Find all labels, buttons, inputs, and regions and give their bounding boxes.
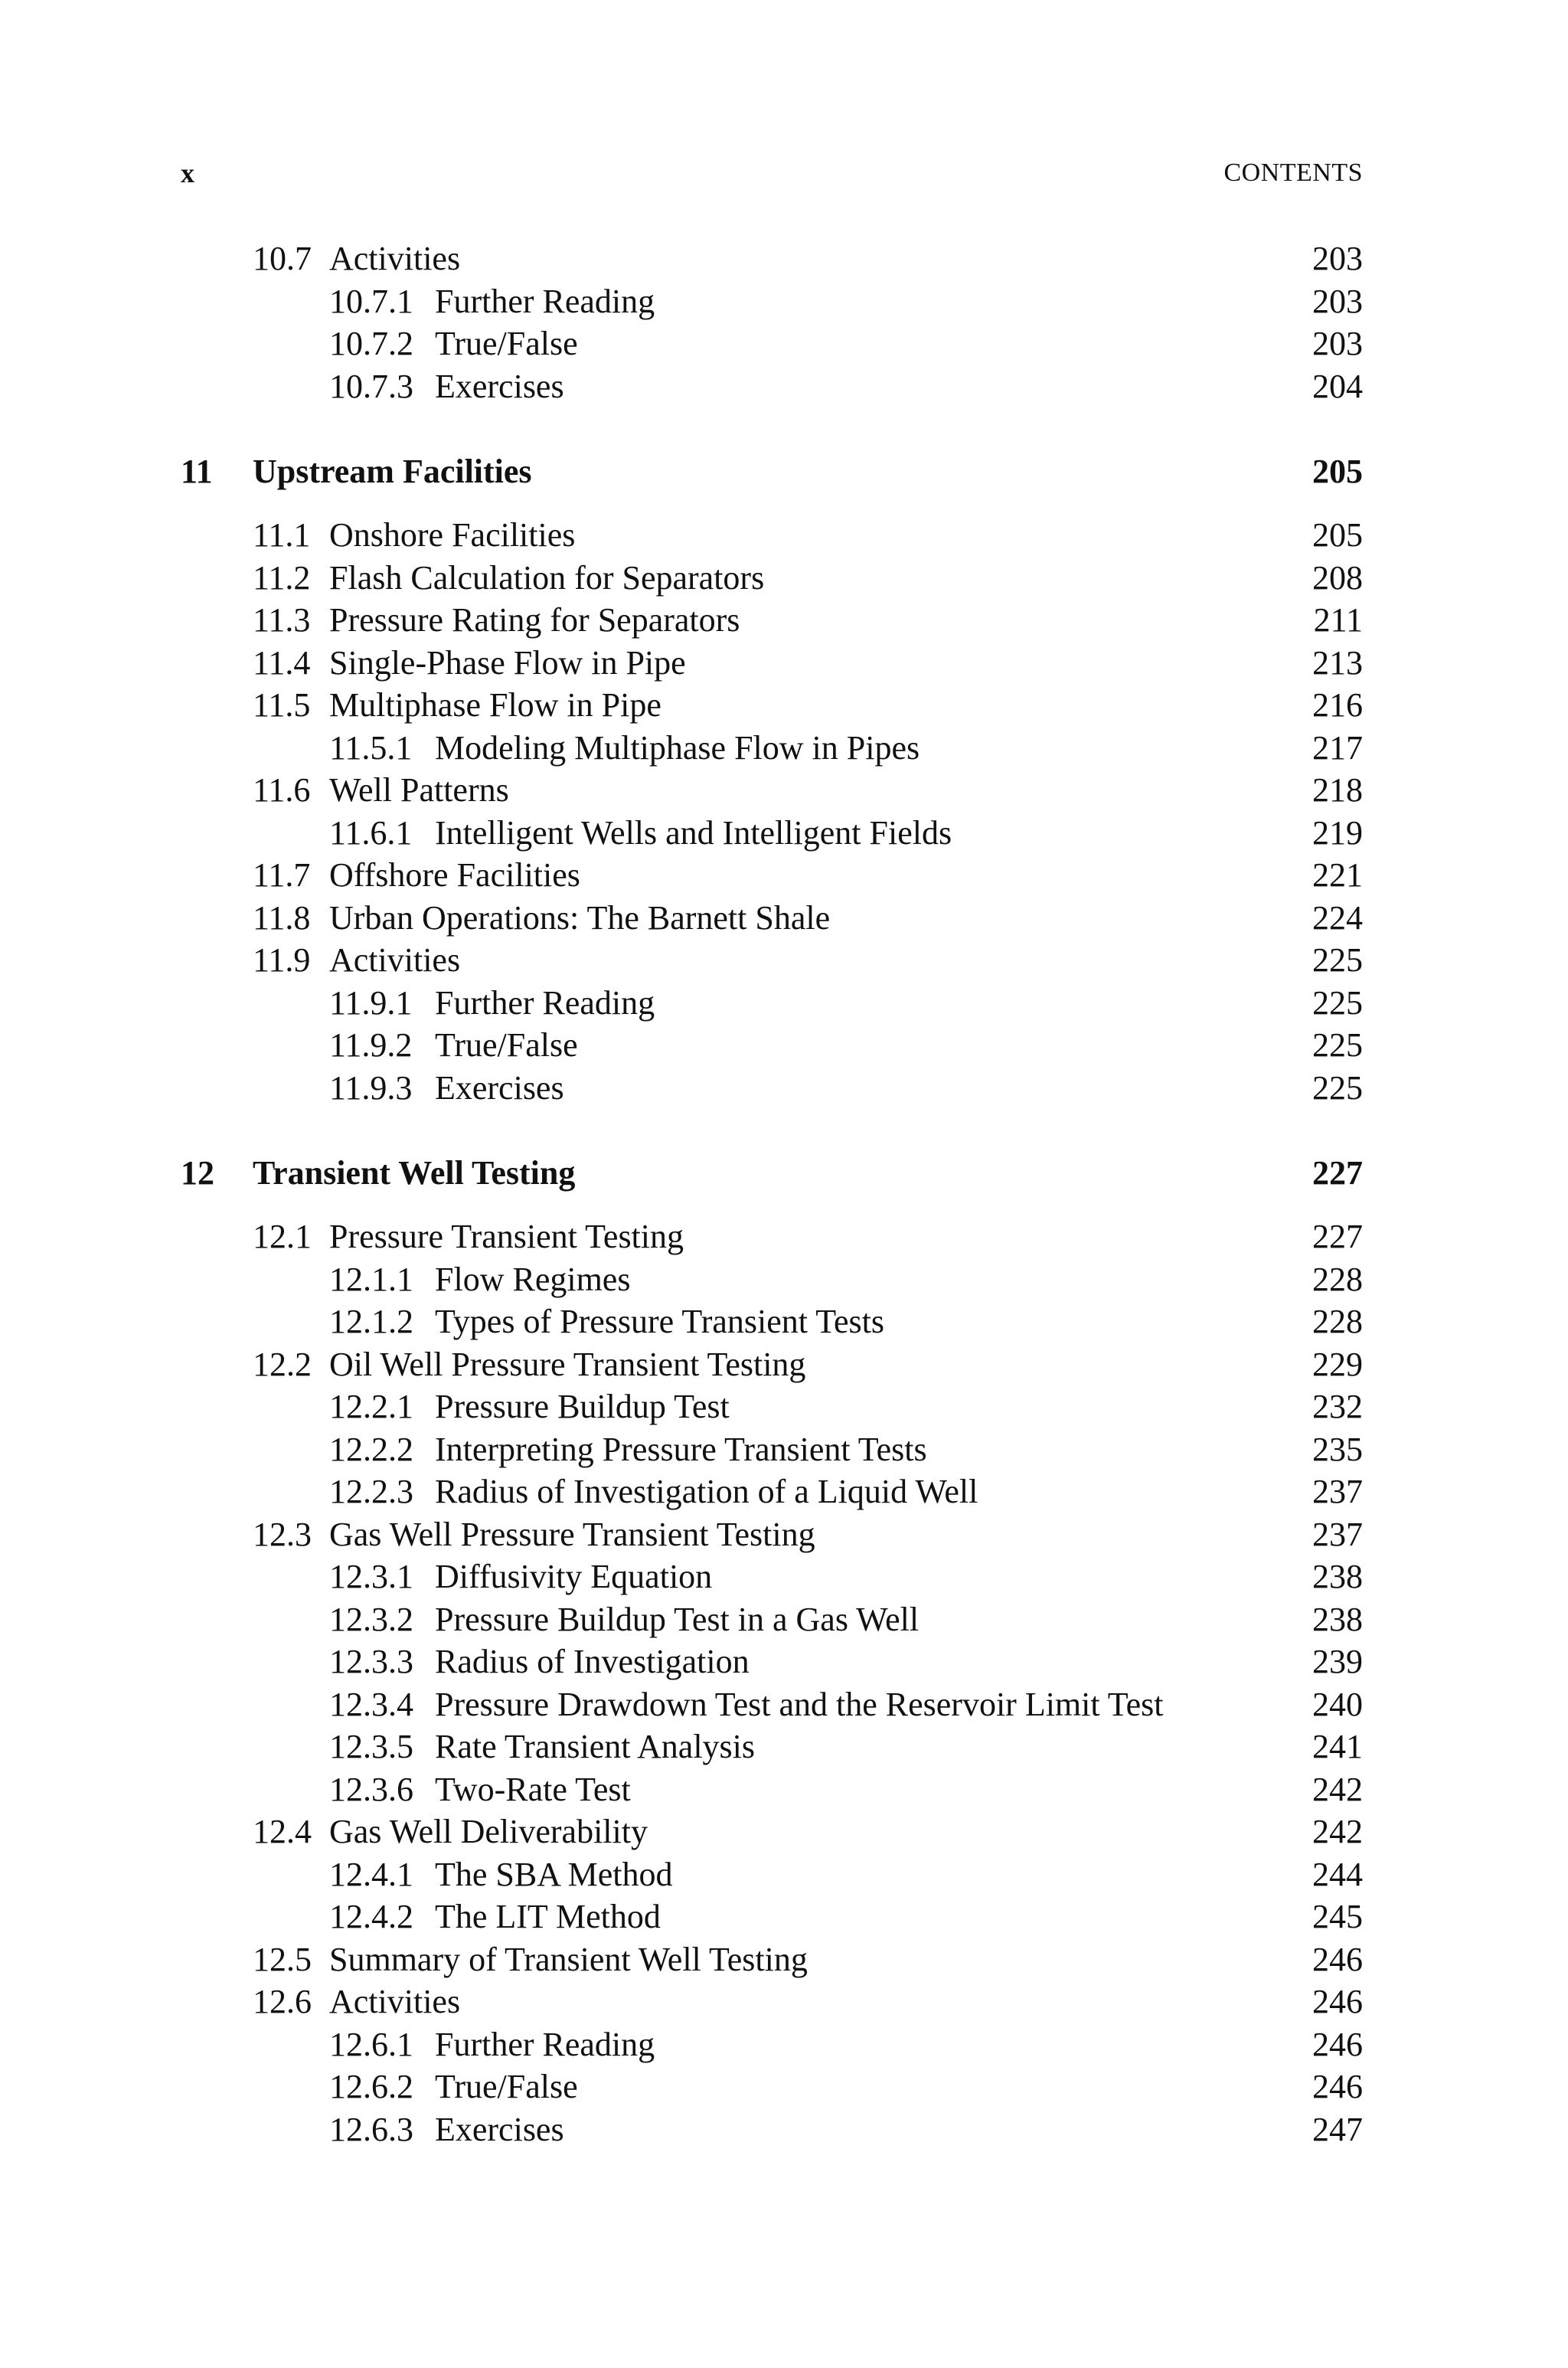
toc-entry-number: 12.3.3 [329, 1643, 413, 1680]
toc-entry-page: 246 [1312, 2025, 1363, 2063]
toc-entry-number: 12.4.2 [329, 1898, 413, 1935]
toc-entry-title: True/False [435, 1026, 578, 1064]
toc-entry-title: Two-Rate Test [435, 1770, 631, 1808]
toc-entry-title: Gas Well Deliverability [329, 1813, 648, 1850]
toc-entry-number: 11 [181, 453, 213, 490]
toc-entry-number: 12.2.1 [329, 1388, 413, 1425]
toc-entry-number: 10.7.1 [329, 282, 413, 320]
toc-entry-page: 239 [1312, 1643, 1363, 1680]
toc-subsection-entry[interactable] [181, 1300, 1363, 1343]
toc-entry-number: 12.3.5 [329, 1728, 413, 1765]
toc-entry-page: 205 [1312, 453, 1363, 490]
toc-subsection-entry[interactable] [181, 1024, 1363, 1067]
toc-entry-page: 217 [1312, 728, 1363, 767]
toc-entry-page: 224 [1312, 898, 1363, 937]
toc-subsection-entry[interactable] [181, 982, 1363, 1025]
toc-entry-number: 11.2 [253, 558, 311, 597]
toc-entry-page: 238 [1312, 1558, 1363, 1595]
toc-entry-page: 240 [1312, 1685, 1363, 1723]
toc-entry-page: 211 [1313, 601, 1363, 639]
toc-entry-page: 221 [1312, 856, 1363, 894]
toc-section-entry[interactable] [181, 599, 1363, 642]
toc-subsection-entry[interactable] [181, 1853, 1363, 1896]
toc-entry-title: Types of Pressure Transient Tests [435, 1303, 885, 1340]
toc-entry-title: Exercises [435, 367, 564, 405]
toc-subsection-entry[interactable] [181, 2065, 1363, 2108]
toc-entry-title: Offshore Facilities [329, 856, 580, 894]
toc-entry-number: 11.9.3 [329, 1068, 413, 1107]
toc-subsection-entry[interactable] [181, 1428, 1363, 1471]
toc-subsection-entry[interactable] [181, 280, 1363, 323]
toc-entry-title: Gas Well Pressure Transient Testing [329, 1515, 815, 1553]
toc-entry-number: 12.6 [253, 1983, 312, 2020]
toc-entry-number: 11.9 [253, 941, 311, 979]
toc-entry-title: Pressure Rating for Separators [329, 601, 740, 639]
toc-entry-title: Activities [329, 240, 461, 277]
toc-entry-page: 227 [1312, 1218, 1363, 1255]
toc-entry-title: Further Reading [435, 2025, 655, 2063]
toc-entry-page: 228 [1312, 1260, 1363, 1298]
toc-entry-page: 218 [1312, 771, 1363, 809]
toc-entry-title: Exercises [435, 2110, 564, 2148]
toc-subsection-entry[interactable] [181, 1258, 1363, 1301]
toc-entry-title: Modeling Multiphase Flow in Pipes [435, 728, 920, 767]
toc-entry-page: 225 [1312, 1068, 1363, 1107]
toc-entry-page: 225 [1312, 941, 1363, 979]
toc-entry-number: 11.5 [253, 686, 311, 724]
toc-section-entry[interactable] [181, 642, 1363, 685]
toc-entry-title: Exercises [435, 1068, 564, 1107]
toc-subsection-entry[interactable] [181, 727, 1363, 770]
toc-section-entry[interactable] [181, 1343, 1363, 1386]
toc-subsection-entry[interactable] [181, 1067, 1363, 1110]
running-head: CONTENTS [1223, 159, 1363, 187]
toc-subsection-entry[interactable] [181, 1598, 1363, 1641]
toc-entry-page: 246 [1312, 1983, 1363, 2020]
toc-entry-number: 12.1.1 [329, 1260, 413, 1298]
toc-entry-number: 12.3.1 [329, 1558, 413, 1595]
toc-section-entry[interactable] [181, 1215, 1363, 1258]
toc-entry-page: 237 [1312, 1515, 1363, 1553]
toc-entry-page: 225 [1312, 983, 1363, 1022]
toc-section-entry[interactable] [181, 237, 1363, 280]
toc-entry-page: 203 [1312, 325, 1363, 362]
toc-entry-page: 238 [1312, 1600, 1363, 1638]
toc-entry-title: Flash Calculation for Separators [329, 558, 765, 597]
toc-entry-page: 216 [1312, 686, 1363, 724]
toc-entry-title: Pressure Transient Testing [329, 1218, 684, 1255]
toc-subsection-entry[interactable] [181, 1895, 1363, 1938]
toc-entry-number: 11.8 [253, 898, 311, 937]
toc-entry-number: 12.6.2 [329, 2068, 413, 2105]
toc-entry-number: 10.7.3 [329, 367, 413, 405]
toc-entry-number: 10.7.2 [329, 325, 413, 362]
toc-entry-page: 244 [1312, 1855, 1363, 1893]
page-header [181, 158, 1363, 188]
toc-entry-number: 12.2.2 [329, 1430, 413, 1468]
toc-entry-number: 12.4 [253, 1813, 312, 1850]
toc-entry-number: 12.5 [253, 1940, 312, 1978]
toc-entry-number: 12.1.2 [329, 1303, 413, 1340]
toc-entry-number: 12.3 [253, 1515, 312, 1553]
toc-entry-number: 12.3.6 [329, 1770, 413, 1808]
toc-entry-page: 204 [1312, 367, 1363, 405]
toc-entry-title: Flow Regimes [435, 1260, 631, 1298]
toc-entry-title: Onshore Facilities [329, 516, 576, 554]
toc-entry-title: Oil Well Pressure Transient Testing [329, 1345, 806, 1383]
toc-section-entry[interactable] [181, 854, 1363, 897]
toc-entry-title: Diffusivity Equation [435, 1558, 713, 1595]
toc-entry-page: 246 [1312, 2068, 1363, 2105]
toc-entry-number: 11.9.1 [329, 983, 413, 1022]
toc-section-entry[interactable] [181, 897, 1363, 940]
toc-section-entry[interactable] [181, 939, 1363, 982]
toc-entry-page: 203 [1312, 240, 1363, 277]
toc-entry-title: Upstream Facilities [253, 453, 532, 490]
toc-entry-page: 219 [1312, 813, 1363, 852]
toc-entry-title: True/False [435, 325, 578, 362]
toc-entry-number: 12.6.3 [329, 2110, 413, 2148]
toc-entry-number: 12.3.4 [329, 1685, 413, 1723]
toc-entry-title: Interpreting Pressure Transient Tests [435, 1430, 927, 1468]
toc-entry-page: 247 [1312, 2110, 1363, 2148]
toc-entry-title: Single-Phase Flow in Pipe [329, 643, 686, 682]
toc-chapter-entry[interactable] [181, 1152, 1363, 1215]
toc-entry-title: Pressure Buildup Test [435, 1388, 730, 1425]
toc-subsection-entry[interactable] [181, 1555, 1363, 1598]
toc-entry-title: Pressure Drawdown Test and the Reservoir Limit Test [435, 1685, 1164, 1723]
toc-entry-number: 11.7 [253, 856, 311, 894]
toc-entry-title: Transient Well Testing [253, 1154, 576, 1192]
toc-entry-page: 235 [1312, 1430, 1363, 1468]
toc-entry-number: 12 [181, 1154, 214, 1192]
toc-entry-title: Rate Transient Analysis [435, 1728, 756, 1765]
toc-entry-number: 11.6.1 [329, 813, 413, 852]
toc-subsection-entry[interactable] [181, 812, 1363, 855]
toc-subsection-entry[interactable] [181, 1768, 1363, 1811]
page-number: x [181, 158, 194, 188]
toc-entry-number: 12.1 [253, 1218, 312, 1255]
toc-subsection-entry[interactable] [181, 1725, 1363, 1768]
toc-subsection-entry[interactable] [181, 1385, 1363, 1428]
toc-section-entry[interactable] [181, 514, 1363, 557]
toc-entry-number: 12.2.3 [329, 1473, 413, 1510]
toc-entry-title: Further Reading [435, 983, 655, 1022]
toc-entry-page: 203 [1312, 282, 1363, 320]
toc-entry-page: 245 [1312, 1898, 1363, 1935]
toc-entry-page: 228 [1312, 1303, 1363, 1340]
toc-section-entry[interactable] [181, 1938, 1363, 1981]
toc-entry-title: The LIT Method [435, 1898, 661, 1935]
toc-subsection-entry[interactable] [181, 322, 1363, 365]
toc-subsection-entry[interactable] [181, 1470, 1363, 1513]
toc-section-entry[interactable] [181, 684, 1363, 727]
toc-section-entry[interactable] [181, 769, 1363, 812]
toc-subsection-entry[interactable] [181, 2023, 1363, 2066]
toc-entry-page: 205 [1312, 516, 1363, 554]
toc-entry-page: 213 [1312, 643, 1363, 682]
toc-chapter-entry[interactable] [181, 450, 1363, 514]
toc-entry-title: Pressure Buildup Test in a Gas Well [435, 1600, 920, 1638]
toc-entry-title: Well Patterns [329, 771, 509, 809]
toc-entry-page: 241 [1312, 1728, 1363, 1765]
toc-entry-page: 242 [1312, 1813, 1363, 1850]
toc-entry-number: 12.3.2 [329, 1600, 413, 1638]
toc-entry-page: 242 [1312, 1770, 1363, 1808]
toc-entry-number: 11.5.1 [329, 728, 413, 767]
toc-entry-page: 232 [1312, 1388, 1363, 1425]
toc-entry-title: Radius of Investigation [435, 1643, 750, 1680]
toc-section-entry[interactable] [181, 557, 1363, 600]
toc-entry-page: 227 [1312, 1154, 1363, 1192]
toc-entry-page: 208 [1312, 558, 1363, 597]
toc-entry-page: 225 [1312, 1026, 1363, 1064]
toc-entry-title: Activities [329, 941, 461, 979]
toc-entry-title: The SBA Method [435, 1855, 673, 1893]
toc-entry-number: 12.4.1 [329, 1855, 413, 1893]
toc-entry-page: 246 [1312, 1940, 1363, 1978]
toc-subsection-entry[interactable] [181, 2108, 1363, 2151]
toc-entry-title: Radius of Investigation of a Liquid Well [435, 1473, 978, 1510]
toc-entry-page: 237 [1312, 1473, 1363, 1510]
toc-entry-title: Urban Operations: The Barnett Shale [329, 898, 831, 937]
toc-subsection-entry[interactable] [181, 1683, 1363, 1726]
table-of-contents [181, 237, 1363, 2150]
toc-entry-number: 11.9.2 [329, 1026, 413, 1064]
toc-entry-title: Multiphase Flow in Pipe [329, 686, 662, 724]
toc-entry-number: 12.6.1 [329, 2025, 413, 2063]
toc-section-entry[interactable] [181, 1980, 1363, 2023]
toc-subsection-entry[interactable] [181, 365, 1363, 408]
toc-entry-title: Intelligent Wells and Intelligent Fields [435, 813, 952, 852]
toc-entry-title: Activities [329, 1983, 461, 2020]
toc-entry-number: 10.7 [253, 240, 312, 277]
toc-section-entry[interactable] [181, 1810, 1363, 1853]
toc-entry-title: Further Reading [435, 282, 655, 320]
toc-entry-number: 12.2 [253, 1345, 312, 1383]
toc-entry-page: 229 [1312, 1345, 1363, 1383]
toc-entry-number: 11.4 [253, 643, 311, 682]
toc-section-entry[interactable] [181, 1513, 1363, 1556]
toc-subsection-entry[interactable] [181, 1640, 1363, 1683]
toc-entry-number: 11.3 [253, 601, 311, 639]
toc-entry-title: Summary of Transient Well Testing [329, 1940, 808, 1978]
toc-entry-title: True/False [435, 2068, 578, 2105]
toc-entry-number: 11.6 [253, 771, 311, 809]
toc-entry-number: 11.1 [253, 516, 311, 554]
